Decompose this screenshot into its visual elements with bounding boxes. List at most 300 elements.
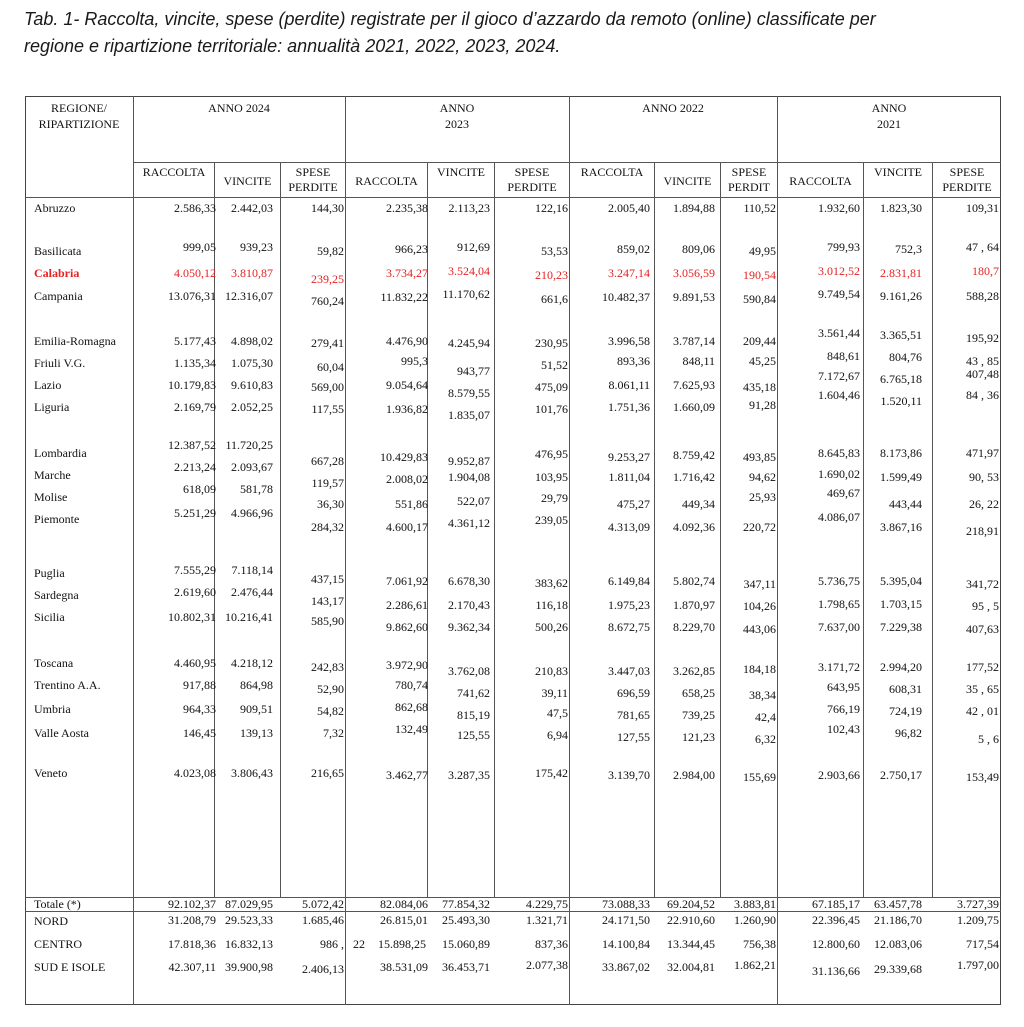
total-cell: 31.208,79 (168, 913, 216, 927)
total-cell: 92.102,37 (168, 897, 216, 911)
table-cell: 3.287,35 (448, 768, 490, 782)
table-cell: 752,3 (895, 242, 922, 256)
table-cell: 35 , 65 (966, 682, 999, 696)
table-cell: 500,26 (535, 620, 568, 634)
table-cell: 1.835,07 (448, 408, 490, 422)
table-cell: 4.460,95 (174, 656, 216, 670)
table-cell: 475,27 (617, 497, 650, 511)
table-cell: 10.482,37 (602, 290, 650, 304)
table-cell: 2.286,61 (386, 598, 428, 612)
total-cell: 42.307,11 (168, 960, 216, 974)
year-2024-header: ANNO 2024 (208, 101, 270, 115)
table-cell: 6,32 (755, 732, 776, 746)
table-cell: 3.524,04 (448, 264, 490, 278)
table-cell: 47,5 (547, 706, 568, 720)
table-cell: 1.936,82 (386, 402, 428, 416)
region-name: Trentino A.A. (34, 678, 101, 692)
table-cell: 2.113,23 (448, 201, 490, 215)
table-cell: 809,06 (682, 242, 715, 256)
table-cell: 581,78 (240, 482, 273, 496)
table-cell: 153,49 (966, 770, 999, 784)
table-cell: 5.802,74 (673, 574, 715, 588)
table-cell: 1.075,30 (231, 356, 273, 370)
table-cell: 139,13 (240, 726, 273, 740)
table-cell: 2.903,66 (818, 768, 860, 782)
total-cell: 22.396,45 (812, 913, 860, 927)
region-name: Lombardia (34, 446, 87, 460)
table-cell: 102,43 (827, 722, 860, 736)
table-cell: 590,84 (743, 292, 776, 306)
total-row-label: SUD E ISOLE (34, 960, 106, 974)
table-cell: 696,59 (617, 686, 650, 700)
table-cell: 1.798,65 (818, 597, 860, 611)
table-cell: 3.810,87 (231, 266, 273, 280)
table-cell: 4.086,07 (818, 510, 860, 524)
table-cell: 569,00 (311, 380, 344, 394)
table-cell: 117,55 (311, 402, 344, 416)
total-cell: 1.321,71 (526, 913, 568, 927)
table-cell: 5.736,75 (818, 574, 860, 588)
region-name: Friuli V.G. (34, 356, 86, 370)
table-cell: 551,86 (395, 497, 428, 511)
total-cell: 12.800,60 (812, 937, 860, 951)
table-cell: 216,65 (311, 766, 344, 780)
table-cell: 1.604,46 (818, 388, 860, 402)
total-row-label: CENTRO (34, 937, 82, 951)
year-2021-header: ANNO 2021 (871, 101, 907, 131)
table-cell: 239,25 (311, 272, 344, 286)
table-caption (24, 6, 1004, 60)
table-cell: 49,95 (749, 244, 776, 258)
table-cell: 943,77 (457, 364, 490, 378)
table-cell: 347,11 (743, 577, 776, 591)
table-cell: 407,48 (966, 367, 999, 381)
table-cell: 7,32 (323, 726, 344, 740)
col-rule (133, 96, 134, 1005)
table-cell: 4.476,90 (386, 334, 428, 348)
table-cell: 104,26 (743, 599, 776, 613)
total-cell: 1.797,00 (957, 958, 999, 972)
total-cell: 22 (353, 937, 365, 951)
table-cell: 4.092,36 (673, 520, 715, 534)
table-cell: 5.395,04 (880, 574, 922, 588)
table-cell: 190,54 (743, 268, 776, 282)
table-cell: 9.749,54 (818, 287, 860, 301)
col-header-spese: SPESE PERDIT (728, 165, 770, 194)
col-rule (345, 96, 346, 1005)
table-cell: 39,11 (541, 686, 568, 700)
table-cell: 4.313,09 (608, 520, 650, 534)
table-cell: 471,97 (966, 446, 999, 460)
table-cell: 1.135,34 (174, 356, 216, 370)
region-name: Umbria (34, 702, 71, 716)
total-cell: 14.100,84 (602, 937, 650, 951)
table-cell: 10.429,83 (380, 450, 428, 464)
region-name: Abruzzo (34, 201, 76, 215)
table-cell: 10.179,83 (168, 378, 216, 392)
total-cell: 77.854,32 (442, 897, 490, 911)
table-cell: 3.056,59 (673, 266, 715, 280)
table-cell: 2.005,40 (608, 201, 650, 215)
table-cell: 94,62 (749, 470, 776, 484)
total-cell: 32.004,81 (667, 960, 715, 974)
table-cell: 132,49 (395, 722, 428, 736)
table-cell: 588,28 (966, 289, 999, 303)
table-cell: 7.555,29 (174, 563, 216, 577)
table-cell: 469,67 (827, 486, 860, 500)
table-cell: 3.561,44 (818, 326, 860, 340)
table-cell: 54,82 (317, 704, 344, 718)
region-name: Basilicata (34, 244, 82, 258)
table-cell: 127,55 (617, 730, 650, 744)
total-cell: 717,54 (966, 937, 999, 951)
table-cell: 155,69 (743, 770, 776, 784)
table-cell: 12.316,07 (225, 289, 273, 303)
table-cell: 643,95 (827, 680, 860, 694)
table-cell: 4.898,02 (231, 334, 273, 348)
table-cell: 116,18 (535, 598, 568, 612)
table-cell: 8.645,83 (818, 446, 860, 460)
table-cell: 760,24 (311, 294, 344, 308)
table-cell: 3.139,70 (608, 768, 650, 782)
table-cell: 3.996,58 (608, 334, 650, 348)
table-cell: 91,28 (749, 398, 776, 412)
table-cell: 585,90 (311, 614, 344, 628)
table-cell: 1.894,88 (673, 201, 715, 215)
table-cell: 741,62 (457, 686, 490, 700)
table-cell: 618,09 (183, 482, 216, 496)
table-cell: 9.862,60 (386, 620, 428, 634)
table-cell: 103,95 (535, 470, 568, 484)
table-cell: 36,30 (317, 497, 344, 511)
table-cell: 4.245,94 (448, 336, 490, 350)
total-cell: 756,38 (743, 937, 776, 951)
region-name: Puglia (34, 566, 65, 580)
table-cell: 476,95 (535, 447, 568, 461)
table-cell: 739,25 (682, 708, 715, 722)
table-cell: 493,85 (743, 450, 776, 464)
table-cell: 29,79 (541, 491, 568, 505)
table-cell: 804,76 (889, 350, 922, 364)
table-cell: 51,52 (541, 358, 568, 372)
col-header-vincite: VINCITE (874, 165, 922, 179)
region-name: Sicilia (34, 610, 65, 624)
table-cell: 2.008,02 (386, 472, 428, 486)
table-cell: 84 , 36 (966, 388, 999, 402)
table-cell: 119,57 (311, 476, 344, 490)
table-cell: 522,07 (457, 494, 490, 508)
table-cell: 230,95 (535, 336, 568, 350)
table-cell: 3.734,27 (386, 266, 428, 280)
table-cell: 109,31 (966, 201, 999, 215)
table-cell: 8.759,42 (673, 448, 715, 462)
table-cell: 2.170,43 (448, 598, 490, 612)
table-cell: 2.442,03 (231, 201, 273, 215)
table-cell: 95 , 5 (972, 599, 999, 613)
col-header-raccolta: RACCOLTA (789, 174, 852, 188)
total-cell: 38.531,09 (380, 960, 428, 974)
table-cell: 125,55 (457, 728, 490, 742)
total-cell: 22.910,60 (667, 913, 715, 927)
table-cell: 964,33 (183, 702, 216, 716)
subheader-rule (133, 162, 1001, 163)
total-cell: 1.862,21 (734, 958, 776, 972)
table-cell: 42,4 (755, 710, 776, 724)
table-cell: 3.247,14 (608, 266, 650, 280)
table-cell: 8.672,75 (608, 620, 650, 634)
total-cell: 26.815,01 (380, 913, 428, 927)
table-cell: 6.765,18 (880, 372, 922, 386)
table-cell: 5 , 6 (978, 732, 999, 746)
table-cell: 5.251,29 (174, 506, 216, 520)
table-cell: 3.262,85 (673, 664, 715, 678)
total-cell: 2.077,38 (526, 958, 568, 972)
table-cell: 1.975,23 (608, 598, 650, 612)
table-cell: 661,6 (541, 292, 568, 306)
table-cell: 8.229,70 (673, 620, 715, 634)
total-cell: 15.060,89 (442, 937, 490, 951)
table-cell: 864,98 (240, 678, 273, 692)
total-cell: 82.084,06 (380, 897, 428, 911)
table-cell: 3.867,16 (880, 520, 922, 534)
total-cell: 73.088,33 (602, 897, 650, 911)
table-cell: 443,06 (743, 622, 776, 636)
total-cell: 837,36 (535, 937, 568, 951)
region-name: Campania (34, 289, 83, 303)
table-cell: 1.660,09 (673, 400, 715, 414)
table-cell: 218,91 (966, 524, 999, 538)
table-cell: 435,18 (743, 380, 776, 394)
total-cell: 3.883,81 (734, 897, 776, 911)
total-cell: 15.898,25 (378, 937, 426, 951)
region-name: Lazio (34, 378, 62, 392)
total-cell: 31.136,66 (812, 964, 860, 978)
table-cell: 45,25 (749, 354, 776, 368)
table-cell: 9.253,27 (608, 450, 650, 464)
table-cell: 59,82 (317, 244, 344, 258)
table-cell: 143,17 (311, 594, 344, 608)
table-cell: 180,7 (972, 264, 999, 278)
table-cell: 195,92 (966, 331, 999, 345)
table-cell: 799,93 (827, 240, 860, 254)
table-cell: 5.177,43 (174, 334, 216, 348)
year-2023-header: ANNO 2023 (439, 101, 475, 131)
table-cell: 38,34 (749, 688, 776, 702)
total-cell: 3.727,39 (957, 897, 999, 911)
total-cell: 1.209,75 (957, 913, 999, 927)
total-cell: 39.900,98 (225, 960, 273, 974)
table-cell: 1.811,04 (608, 470, 650, 484)
col-header-spese: SPESE PERDITE (288, 165, 338, 194)
table-cell: 2.619,60 (174, 585, 216, 599)
year-2022-header: ANNO 2022 (642, 101, 704, 115)
table-cell: 1.751,36 (608, 400, 650, 414)
table-cell: 383,62 (535, 576, 568, 590)
table-cell: 893,36 (617, 354, 650, 368)
table-cell: 25,93 (749, 490, 776, 504)
table-cell: 2.750,17 (880, 768, 922, 782)
table-cell: 2.052,25 (231, 400, 273, 414)
table-cell: 60,04 (317, 360, 344, 374)
region-name: Piemonte (34, 512, 80, 526)
table-cell: 242,83 (311, 660, 344, 674)
table-cell: 3.012,52 (818, 264, 860, 278)
table-cell: 2.831,81 (880, 266, 922, 280)
total-cell: 12.083,06 (874, 937, 922, 951)
table-cell: 9.054,64 (386, 378, 428, 392)
table-cell: 3.171,72 (818, 660, 860, 674)
table-frame (25, 96, 1001, 1005)
table-cell: 2.586,33 (174, 201, 216, 215)
total-cell: 17.818,36 (168, 937, 216, 951)
total-rule-2 (25, 911, 1001, 912)
table-cell: 42 , 01 (966, 704, 999, 718)
table-cell: 443,44 (889, 497, 922, 511)
total-cell: 13.344,45 (667, 937, 715, 951)
table-cell: 284,32 (311, 520, 344, 534)
table-cell: 2.235,38 (386, 201, 428, 215)
table-cell: 3.762,08 (448, 664, 490, 678)
col-header-raccolta: RACCOLTA (580, 165, 644, 179)
table-cell: 47 , 64 (966, 240, 999, 254)
table-cell: 1.823,30 (880, 201, 922, 215)
table-cell: 917,88 (183, 678, 216, 692)
col-header-raccolta: RACCOLTA (142, 165, 206, 179)
col-header-vincite: VINCITE (223, 174, 272, 188)
table-cell: 7.637,00 (818, 620, 860, 634)
region-header: REGIONE/ RIPARTIZIONE (38, 101, 120, 131)
table-cell: 4.361,12 (448, 516, 490, 530)
table-cell: 11.170,62 (442, 287, 490, 301)
table-cell: 7.229,38 (880, 620, 922, 634)
table-cell: 9.362,34 (448, 620, 490, 634)
table-cell: 2.994,20 (880, 660, 922, 674)
table-cell: 7.625,93 (673, 378, 715, 392)
table-cell: 1.932,60 (818, 201, 860, 215)
table-cell: 7.118,14 (231, 563, 273, 577)
table-cell: 53,53 (541, 244, 568, 258)
table-cell: 2.169,79 (174, 400, 216, 414)
table-cell: 8.579,55 (448, 386, 490, 400)
table-cell: 239,05 (535, 513, 568, 527)
table-cell: 1.599,49 (880, 470, 922, 484)
region-name: Sardegna (34, 588, 79, 602)
table-cell: 96,82 (895, 726, 922, 740)
total-cell: 29.523,33 (225, 913, 273, 927)
table-cell: 859,02 (617, 242, 650, 256)
caption-line-2: regione e ripartizione territoriale: annualità 2021, 2022, 2023, 2024. (24, 36, 561, 56)
region-name: Molise (34, 490, 68, 504)
table-cell: 912,69 (457, 240, 490, 254)
total-row-label: Totale (*) (34, 897, 81, 911)
table-cell: 4.050,12 (174, 266, 216, 280)
total-row-label: NORD (34, 914, 69, 928)
table-cell: 3.972,90 (386, 658, 428, 672)
table-cell: 11.832,22 (380, 290, 428, 304)
table-cell: 10.802,31 (168, 610, 216, 624)
table-cell: 1.870,97 (673, 598, 715, 612)
table-cell: 475,09 (535, 380, 568, 394)
col-header-spese: SPESE PERDITE (507, 165, 557, 194)
table-cell: 101,76 (535, 402, 568, 416)
table-cell: 4.218,12 (231, 656, 273, 670)
table-cell: 909,51 (240, 702, 273, 716)
table-cell: 146,45 (183, 726, 216, 740)
table-cell: 939,23 (240, 240, 273, 254)
table-cell: 999,05 (183, 240, 216, 254)
table-cell: 6.149,84 (608, 574, 650, 588)
region-name: Toscana (34, 656, 74, 670)
total-cell: 5.072,42 (302, 897, 344, 911)
table-cell: 966,23 (395, 242, 428, 256)
table-cell: 848,61 (827, 349, 860, 363)
table-cell: 9.610,83 (231, 378, 273, 392)
table-cell: 341,72 (966, 577, 999, 591)
table-cell: 3.806,43 (231, 766, 273, 780)
table-cell: 2.984,00 (673, 768, 715, 782)
table-cell: 220,72 (743, 520, 776, 534)
table-cell: 6.678,30 (448, 574, 490, 588)
total-cell: 29.339,68 (874, 962, 922, 976)
table-cell: 11.720,25 (225, 438, 273, 452)
region-name: Liguria (34, 400, 70, 414)
region-name: Marche (34, 468, 71, 482)
total-cell: 25.493,30 (442, 913, 490, 927)
table-cell: 209,44 (743, 334, 776, 348)
region-name: Calabria (34, 266, 80, 280)
table-cell: 4.966,96 (231, 506, 273, 520)
table-cell: 1.904,08 (448, 470, 490, 484)
table-cell: 9.891,53 (673, 290, 715, 304)
table-cell: 781,65 (617, 708, 650, 722)
table-cell: 608,31 (889, 682, 922, 696)
table-cell: 2.476,44 (231, 585, 273, 599)
table-cell: 52,90 (317, 682, 344, 696)
table-cell: 175,42 (535, 766, 568, 780)
total-cell: 33.867,02 (602, 960, 650, 974)
total-cell: 63.457,78 (874, 897, 922, 911)
table-cell: 2.213,24 (174, 460, 216, 474)
total-cell: 2.406,13 (302, 962, 344, 976)
table-cell: 90, 53 (969, 470, 999, 484)
table-cell: 3.447,03 (608, 664, 650, 678)
table-cell: 279,41 (311, 336, 344, 350)
col-header-spese: SPESE PERDITE (942, 165, 992, 194)
total-cell: 1.685,46 (302, 913, 344, 927)
table-cell: 8.173,86 (880, 446, 922, 460)
col-header-vincite: VINCITE (663, 174, 712, 188)
table-cell: 122,16 (535, 201, 568, 215)
total-cell: 21.186,70 (874, 913, 922, 927)
table-cell: 780,74 (395, 678, 428, 692)
region-name: Valle Aosta (34, 726, 89, 740)
table-cell: 3.787,14 (673, 334, 715, 348)
col-header-raccolta: RACCOLTA (355, 174, 418, 188)
total-cell: 1.260,90 (734, 913, 776, 927)
total-cell: 36.453,71 (442, 960, 490, 974)
table-cell: 13.076,31 (168, 289, 216, 303)
table-cell: 724,19 (889, 704, 922, 718)
table-cell: 12.387,52 (168, 438, 216, 452)
col-rule (777, 96, 778, 1005)
total-cell: 986 , (320, 937, 344, 951)
total-cell: 4.229,75 (526, 897, 568, 911)
table-cell: 1.520,11 (880, 394, 922, 408)
table-cell: 210,23 (535, 268, 568, 282)
table-cell: 184,18 (743, 662, 776, 676)
table-cell: 407,63 (966, 622, 999, 636)
table-cell: 3.462,77 (386, 768, 428, 782)
